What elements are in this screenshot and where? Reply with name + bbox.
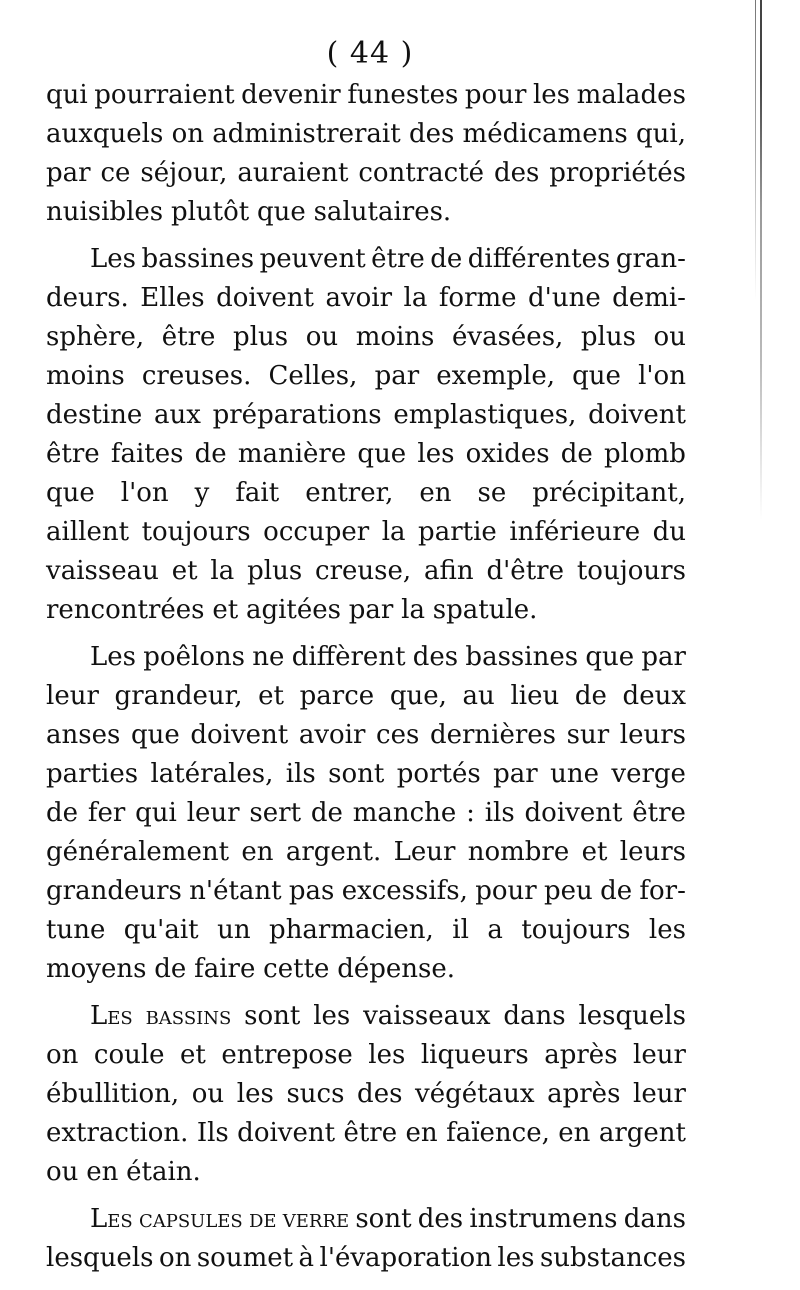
text-line: moyens de faire cette dépense.: [46, 954, 456, 984]
page-edge-shadow: [755, 0, 756, 300]
text-line: de fer qui leur sert de manche : ils doivent être: [46, 798, 686, 828]
text-line: Les capsules de verre sont des instrumens dans: [90, 1204, 686, 1234]
text-line: Les bassines peuvent être de différentes gran-: [90, 244, 686, 274]
text-line: nuisibles plutôt que salutaires.: [46, 197, 452, 227]
text-line: Les bassins sont les vaisseaux dans lesquels: [90, 1001, 686, 1031]
text-line: ébullition, ou les sucs des végétaux après leur: [46, 1079, 686, 1109]
text-line: aillent toujours occuper la partie inférieure du: [46, 517, 686, 547]
text-line: que l'on y fait entrer, en se précipitant,: [46, 478, 686, 508]
text-line: deurs. Elles doivent avoir la forme d'une demi-: [46, 283, 686, 313]
text-line: grandeurs n'étant pas excessifs, pour peu de for-: [46, 876, 686, 906]
text-line: ou en étain.: [46, 1157, 201, 1187]
text-line: lesquels on soumet à l'évaporation les substances: [46, 1243, 686, 1273]
body-text: [46, 76, 686, 1278]
text-line: rencontrées et agitées par la spatule.: [46, 595, 538, 625]
text-line: vaisseau et la plus creuse, afin d'être toujours: [46, 556, 686, 586]
text-line: destine aux préparations emplastiques, doivent: [46, 400, 686, 430]
text-line: sphère, être plus ou moins évasées, plus ou: [46, 322, 686, 352]
text-line: généralement en argent. Leur nombre et leurs: [46, 837, 686, 867]
text-line: auxquels on administrerait des médicamens qui,: [46, 119, 686, 149]
text-line: être faites de manière que les oxides de plomb: [46, 439, 686, 469]
text-line: par ce séjour, auraient contracté des propriétés: [46, 158, 686, 188]
text-line: on coule et entrepose les liqueurs après leur: [46, 1040, 686, 1070]
text-line: leur grandeur, et parce que, au lieu de deux: [46, 681, 686, 711]
page-edge-shadow: [760, 0, 762, 520]
text-line: qui pourraient devenir funestes pour les malades: [46, 80, 686, 110]
text-line: anses que doivent avoir ces dernières sur leurs: [46, 720, 686, 750]
text-line: Les poêlons ne diffèrent des bassines que par: [90, 642, 686, 672]
text-line: extraction. Ils doivent être en faïence, en argent: [46, 1118, 686, 1148]
text-line: tune qu'ait un pharmacien, il a toujours les: [46, 915, 686, 945]
text-line: moins creuses. Celles, par exemple, que l'on: [46, 361, 686, 391]
page-number: ( 44 ): [326, 36, 414, 71]
text-line: parties latérales, ils sont portés par une verge: [46, 759, 686, 789]
